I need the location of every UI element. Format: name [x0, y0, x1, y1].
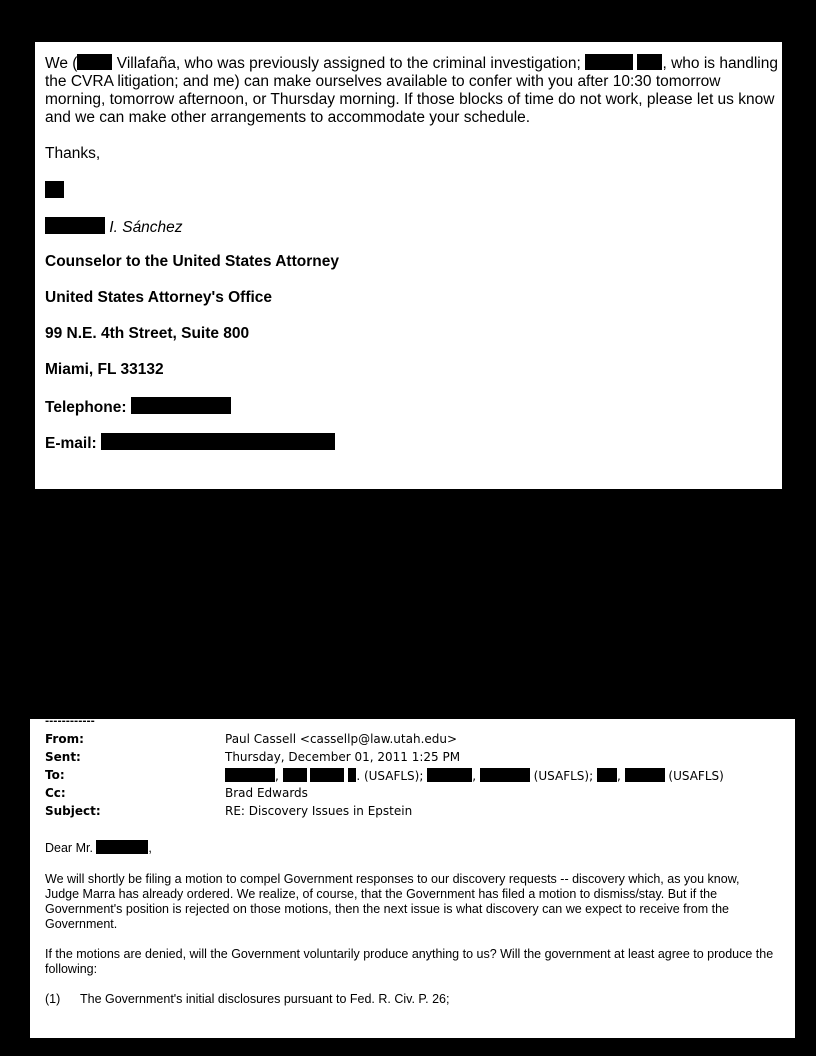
sent-value: Thursday, December 01, 2011 1:25 PM — [225, 750, 461, 764]
email-paragraph-1: We will shortly be filing a motion to compel Government responses to our discovery requests -- discovery which, as you know, Judge Marra has already ordered. We realize, of course, that the Government has filed a motion to dismiss/stay. But if the Government's position is rejected on those motions, then the next issue is what discovery can we expect to receive from the Government. — [45, 872, 740, 931]
redaction-block — [96, 840, 148, 854]
list-item — [45, 992, 775, 1007]
redaction-block — [597, 768, 617, 782]
redaction-block — [101, 433, 335, 450]
para-text: We ( — [45, 55, 78, 72]
signature-title: Counselor to the United States Attorney — [45, 253, 339, 270]
to-text: (USAFLS); — [529, 769, 597, 783]
redaction-block — [637, 54, 662, 70]
email-paragraph-2: If the motions are denied, will the Government voluntarily produce anything to us? Will the government at least agree to produce the following: — [45, 947, 774, 976]
subject-label: Subject: — [45, 804, 101, 818]
greeting — [45, 840, 775, 856]
redaction-block — [585, 54, 633, 70]
redaction-block — [131, 397, 231, 414]
email-label: E-mail: — [45, 435, 101, 452]
to-text: . (USAFLS); — [356, 769, 428, 783]
comma: , — [472, 769, 477, 783]
cc-value: Brad Edwards — [225, 786, 308, 800]
redaction-block — [45, 181, 64, 198]
redaction-block — [310, 768, 344, 782]
greeting-text: Dear Mr. — [45, 841, 97, 855]
greeting-text: , — [148, 841, 152, 855]
comma: , — [275, 769, 279, 783]
list-item-text: The Government's initial disclosures pursuant to Fed. R. Civ. P. 26; — [80, 992, 450, 1006]
signature-office: United States Attorney's Office — [45, 289, 273, 306]
letter-paragraph — [45, 54, 780, 127]
to-text: (USAFLS) — [664, 769, 724, 783]
redaction-block — [225, 768, 275, 782]
sent-label: Sent: — [45, 750, 81, 764]
letter-page — [35, 42, 782, 489]
redaction-block — [625, 768, 665, 782]
signature-street: 99 N.E. 4th Street, Suite 800 — [45, 325, 250, 342]
to-label: To: — [45, 768, 65, 782]
signature-email — [45, 433, 335, 453]
redaction-block — [480, 768, 530, 782]
thanks-text: Thanks, — [45, 145, 101, 162]
comma: , — [616, 769, 621, 783]
list-item-number: (1) — [45, 992, 61, 1006]
para-text: Villafaña, who was previously assigned to the criminal investigation; — [112, 55, 586, 72]
redaction-block — [283, 768, 307, 782]
signature-city: Miami, FL 33132 — [45, 361, 164, 378]
para-text: , who is handling the CVRA litigation; and me) can make ourselves available to confer with you after 10:30 tomorrow morning, tomorrow afternoon, or Thursday morning. If those blocks of time do not work, please let us know and we can make other arrangements to accommodate your schedule. — [45, 55, 778, 126]
redaction-block — [45, 217, 105, 234]
signature-telephone — [45, 397, 231, 417]
from-label: From: — [45, 732, 84, 746]
separator-line: ------------ — [45, 716, 95, 727]
subject-value: RE: Discovery Issues in Epstein — [225, 804, 413, 818]
email-page — [30, 716, 795, 1038]
redaction-block — [427, 768, 472, 782]
signature-name — [45, 217, 780, 237]
signature-surname: I. Sánchez — [105, 219, 183, 236]
telephone-label: Telephone: — [45, 399, 131, 416]
cc-label: Cc: — [45, 786, 66, 800]
to-value — [225, 768, 724, 783]
redaction-block — [77, 54, 112, 70]
from-value: Paul Cassell <cassellp@law.utah.edu> — [225, 732, 458, 746]
